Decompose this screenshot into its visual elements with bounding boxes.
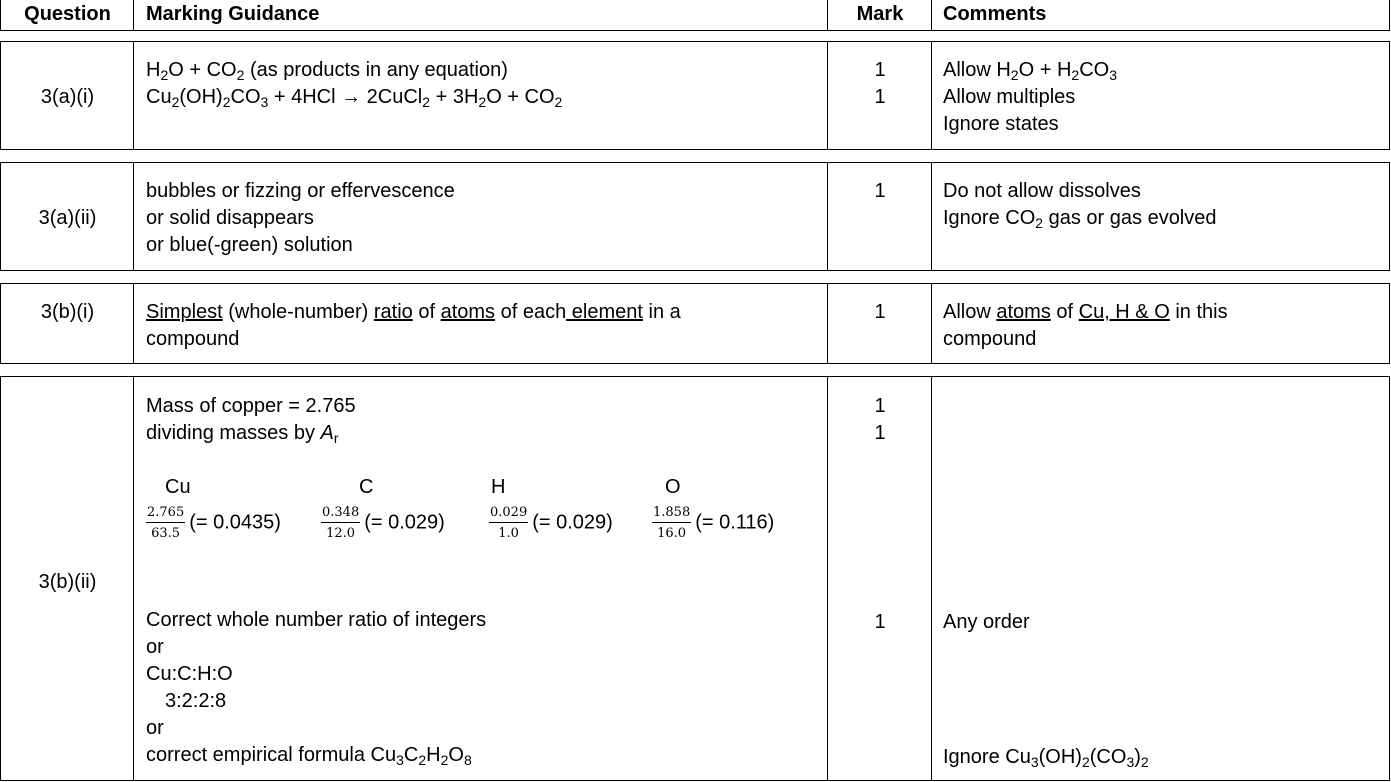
guidance-line: Mass of copper = 2.765 — [146, 395, 356, 417]
guidance-line: dividing masses by $A_r$ — [146, 422, 339, 446]
guidance-line: or — [146, 636, 164, 658]
mark-value: 1 — [874, 422, 886, 444]
header-marking-guidance: Marking Guidance — [146, 3, 320, 25]
mark-value: 1 — [874, 86, 886, 108]
table-row — [0, 41, 1390, 150]
comment-line: Ignore states — [943, 113, 1059, 135]
fraction-cu: $\frac{2.765}{63.5}$ (= 0.0435) — [147, 505, 281, 541]
guidance-line: or — [146, 717, 164, 739]
header-row — [0, 0, 1390, 31]
question-number: 3(b)(i) — [40, 301, 95, 323]
header-mark: Mark — [856, 3, 904, 25]
guidance-line: compound — [146, 328, 240, 350]
fraction-h: $\frac{0.029}{1.0}$ (= 0.029) — [490, 505, 613, 541]
guidance-line: bubbles or fizzing or effervescence — [146, 180, 455, 202]
guidance-line: Cu:C:H:O — [146, 663, 233, 685]
fraction-c: $\frac{0.348}{12.0}$ (= 0.029) — [322, 505, 445, 541]
guidance-line: or solid disappears — [146, 207, 314, 229]
question-number: 3(a)(ii) — [38, 207, 97, 229]
guidance-line: Simplest (whole-number) ratio of atoms of each element in a — [146, 301, 681, 323]
mark-value: 1 — [874, 395, 886, 417]
guidance-line: 3:2:2:8 — [165, 690, 227, 712]
element-label-cu: Cu — [165, 476, 191, 498]
header-comments: Comments — [943, 3, 1047, 25]
comment-line: compound — [943, 328, 1037, 350]
guidance-line: $H_2O + CO_2$ (as products in any equation) — [146, 59, 508, 83]
header-question: Question — [24, 3, 111, 25]
mark-value: 1 — [874, 611, 886, 633]
question-number: 3(b)(ii) — [38, 571, 97, 593]
table-row — [0, 162, 1390, 271]
comment-line: Do not allow dissolves — [943, 180, 1141, 202]
comment-line: Allow $H_2O + H_2CO_3$ — [943, 59, 1117, 83]
mark-value: 1 — [874, 301, 886, 323]
comment-line: Any order — [943, 611, 1030, 633]
comment-line: Ignore $CO_2$ gas or gas evolved — [943, 207, 1217, 231]
element-label-c: C — [359, 476, 374, 498]
guidance-line: or blue(-green) solution — [146, 234, 353, 256]
mark-value: 1 — [874, 180, 886, 202]
comment-line: Ignore $Cu_3(OH)_2(CO_3)_2$ — [943, 746, 1149, 770]
table-row — [0, 283, 1390, 364]
mark-value: 1 — [874, 59, 886, 81]
question-number: 3(a)(i) — [40, 86, 95, 108]
guidance-line: correct empirical formula $Cu_3C_2H_2O_8$ — [146, 744, 472, 768]
comment-line: Allow atoms of Cu, H & O in this — [943, 301, 1228, 323]
fraction-o: $\frac{1.858}{16.0}$ (= 0.116) — [653, 505, 775, 541]
element-label-o: O — [665, 476, 681, 498]
table-row — [0, 376, 1390, 781]
guidance-line: $Cu_2(OH)_2CO_3 + 4HCl$ → 2CuCl$_2$ + $3H_2O + CO_2$ — [146, 86, 563, 110]
guidance-line: Correct whole number ratio of integers — [146, 609, 487, 631]
comment-line: Allow multiples — [943, 86, 1076, 108]
element-label-h: H — [491, 476, 506, 498]
